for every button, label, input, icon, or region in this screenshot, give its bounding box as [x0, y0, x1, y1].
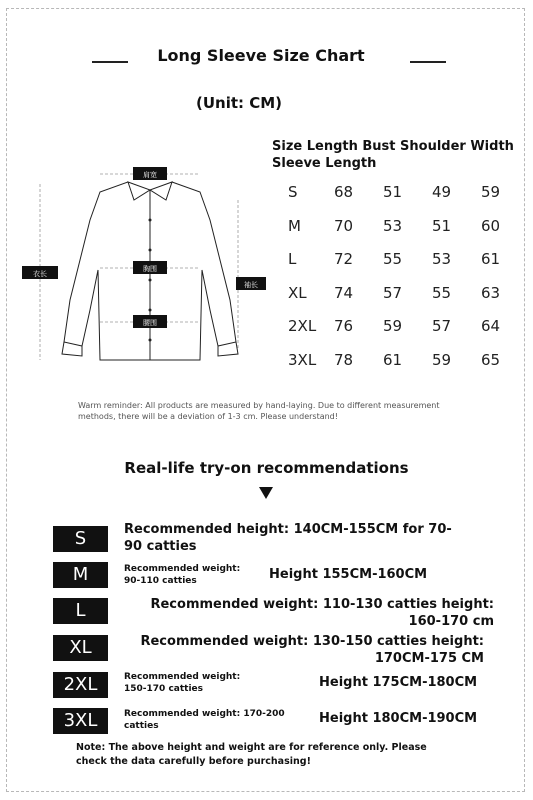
shirt-diagram — [20, 160, 270, 370]
size-badge-s: S — [53, 526, 108, 552]
recommendation-2xl-height: Height 175CM-180CM — [319, 675, 478, 690]
size-badge-3xl: 3XL — [53, 708, 108, 734]
waist-label: 腰围 — [143, 319, 157, 327]
recommendation-s: Recommended height: 140CM-155CM for 70-90 catties — [124, 522, 452, 554]
chest-label: 胸围 — [143, 265, 157, 273]
table-cell-size: S — [288, 183, 298, 201]
table-cell-length: 70 — [334, 216, 354, 235]
warm-reminder: Warm reminder: All products are measured by hand-laying. Due to different measurement methods, there will be a deviation of 1-3 cm. Please understand! — [78, 401, 440, 421]
table-cell-size: 3XL — [288, 350, 317, 369]
table-cell-size: XL — [288, 283, 307, 302]
sleeve-label: 袖长 — [244, 281, 258, 289]
down-arrow-icon — [259, 487, 273, 499]
recommendation-m-weight: Recommended weight: 90-110 catties — [124, 564, 241, 586]
table-cell-bust: 61 — [383, 350, 403, 369]
recommendation-m-height: Height 155CM-160CM — [269, 567, 428, 582]
table-cell-length: 68 — [334, 183, 354, 201]
size-table — [272, 138, 512, 172]
reference-note: Note: The above height and weight are for reference only. Please check the data carefully before purchasing! — [76, 742, 427, 767]
table-cell-sleeve: 60 — [481, 216, 501, 235]
table-cell-shoulder: 59 — [432, 350, 452, 369]
table-cell-bust: 51 — [383, 183, 403, 201]
page-title: Long Sleeve Size Chart — [157, 46, 365, 65]
shoulder-label: 肩宽 — [143, 171, 157, 179]
table-cell-shoulder: 51 — [432, 216, 452, 235]
recommendation-3xl-height: Height 180CM-190CM — [319, 711, 478, 726]
table-cell-size: 2XL — [288, 317, 317, 335]
table-cell-sleeve: 65 — [481, 350, 501, 369]
table-cell-length: 78 — [334, 350, 354, 369]
table-cell-sleeve: 61 — [481, 250, 501, 268]
unit-label: (Unit: CM) — [196, 94, 283, 112]
table-header-line-1: Size Length Bust Shoulder Width — [272, 139, 514, 154]
tryon-title: Real-life try-on recommendations — [124, 459, 409, 477]
table-cell-shoulder: 57 — [432, 317, 452, 335]
table-cell-shoulder: 49 — [432, 183, 452, 201]
table-cell-bust: 59 — [383, 317, 403, 335]
recommendation-3xl-weight: Recommended weight: 170-200 catties — [124, 709, 285, 731]
table-cell-shoulder: 53 — [432, 250, 452, 268]
table-header-line-2: Sleeve Length — [272, 156, 377, 171]
table-cell-sleeve: 64 — [481, 317, 501, 335]
table-cell-sleeve: 59 — [481, 183, 501, 201]
length-label: 衣长 — [33, 270, 47, 278]
table-cell-size: L — [288, 250, 297, 268]
table-cell-bust: 57 — [383, 283, 403, 302]
table-cell-size: M — [288, 216, 301, 235]
recommendation-2xl-weight: Recommended weight: 150-170 catties — [124, 672, 241, 694]
title-right-rule — [410, 61, 446, 63]
table-cell-bust: 55 — [383, 250, 403, 268]
table-cell-bust: 53 — [383, 216, 403, 235]
size-badge-2xl: 2XL — [53, 672, 108, 698]
title-left-rule — [92, 61, 128, 63]
size-badge-xl: XL — [53, 635, 108, 661]
table-cell-length: 76 — [334, 317, 354, 335]
table-cell-length: 72 — [334, 250, 354, 268]
size-badge-m: M — [53, 562, 108, 588]
recommendation-xl: Recommended weight: 130-150 catties height: 170CM-175 CM — [140, 634, 484, 666]
size-badge-l: L — [53, 598, 108, 624]
recommendation-l: Recommended weight: 110-130 catties height: 160-170 cm — [150, 597, 494, 629]
table-cell-sleeve: 63 — [481, 283, 501, 302]
table-cell-length: 74 — [334, 283, 354, 302]
table-cell-shoulder: 55 — [432, 283, 452, 302]
